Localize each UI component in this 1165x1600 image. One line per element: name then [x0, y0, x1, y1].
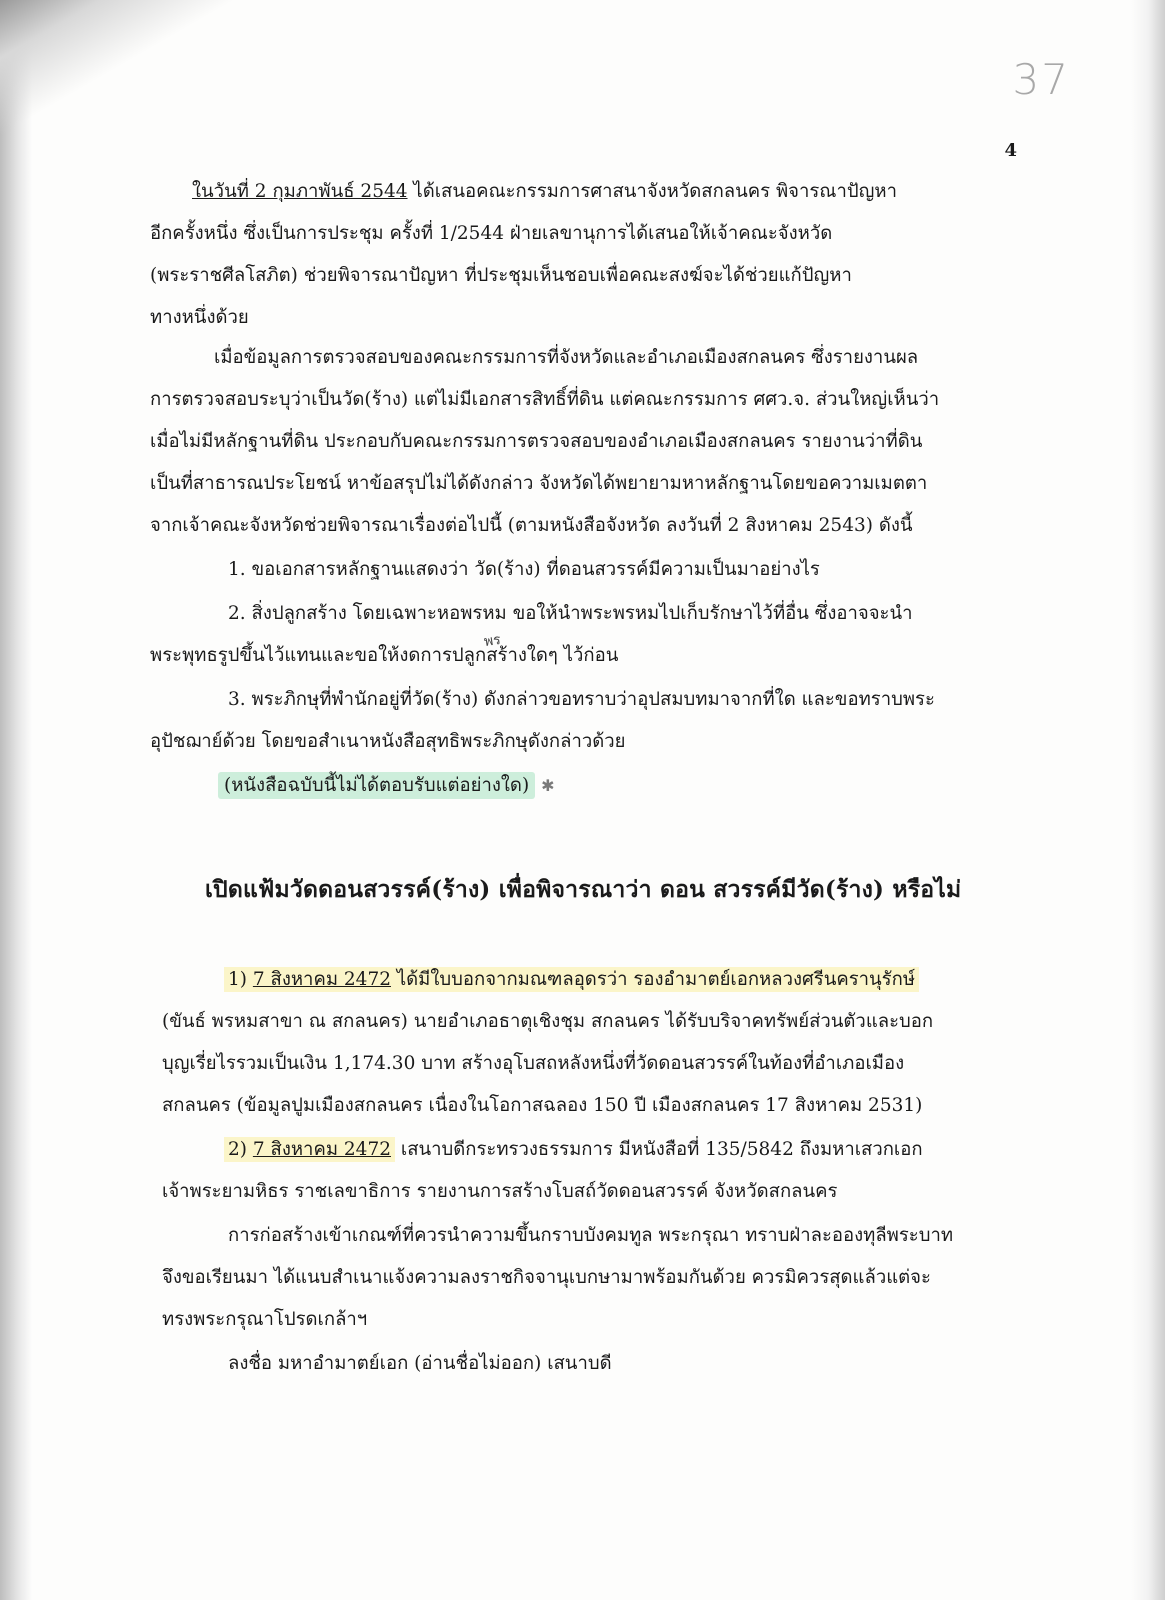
entry2-line2: เจ้าพระยามหิธร ราชเลขาธิการ รายงานการสร้างโบสถ์วัดดอนสวรรค์ จังหวัดสกลนคร — [162, 1181, 838, 1202]
para1-line1 — [192, 178, 897, 206]
para2-line1: เมื่อข้อมูลการตรวจสอบของคณะกรรมการที่จังหวัดและอำเภอเมืองสกลนคร ซึ่งรายงานผล — [214, 347, 919, 368]
entry1-line1-text: ได้มีใบบอกจากมณฑลอุดรว่า รองอำมาตย์เอกหลวงศรีนครานุรักษ์ — [390, 969, 916, 990]
entry1-line2: (ขันธ์ พรหมสาขา ณ สกลนคร) นายอำเภอธาตุเชิงชุม สกลนคร ได้รับบริจาคทรัพย์ส่วนตัวและบอก — [162, 1011, 934, 1032]
para1-date: ในวันที่ 2 กุมภาพันธ์ 2544 — [192, 181, 408, 202]
entry1-number: 1) — [228, 969, 247, 990]
entry2-line4: จึงขอเรียนมา ได้แนบสำเนาแจ้งความลงราชกิจจานุเบกษามาพร้อมกันด้วย ควรมิควรสุดแล้วแต่จะ — [162, 1267, 931, 1288]
star-mark-icon: ✱ — [541, 776, 555, 795]
entry2-highlight — [224, 1137, 395, 1162]
entry2-signature: ลงชื่อ มหาอำมาตย์เอก (อ่านชื่อไม่ออก) เสนาบดี — [228, 1353, 612, 1374]
para1-line3: (พระราชศีลโสภิต) ช่วยพิจารณาปัญหา ที่ประชุมเห็นชอบเพื่อคณะสงฆ์จะได้ช่วยแก้ปัญหา — [150, 265, 852, 286]
entry2-line3: การก่อสร้างเข้าเกณฑ์ที่ควรนำความขึ้นกราบบังคมทูล พระกรุณา ทราบฝ่าละอองทุลีพระบาท — [228, 1225, 954, 1246]
para1-line2: อีกครั้งหนึ่ง ซึ่งเป็นการประชุม ครั้งที่ 1/2544 ฝ่ายเลขานุการได้เสนอให้เจ้าคณะจังหวัด — [150, 223, 833, 244]
list-item-2-line1: 2. สิ่งปลูกสร้าง โดยเฉพาะหอพรหม ขอให้นำพระพรหมไปเก็บรักษาไว้ที่อื่น ซึ่งอาจจะนำ — [228, 603, 913, 624]
page-number: 4 — [1004, 140, 1017, 161]
para2-line5: จากเจ้าคณะจังหวัดช่วยพิจารณาเรื่องต่อไปนี้ (ตามหนังสือจังหวัด ลงวันที่ 2 สิงหาคม 2543) ดังนี้ — [150, 515, 913, 536]
list-item-2-line2: พระพุทธรูปขึ้นไว้แทนและขอให้งดการปลูกสร้างใดๆ ไว้ก่อน — [150, 645, 619, 666]
entry1-highlight — [224, 967, 919, 992]
para2-line2: การตรวจสอบระบุว่าเป็นวัด(ร้าง) แต่ไม่มีเอกสารสิทธิ์ที่ดิน แต่คณะกรรมการ ศศว.จ. ส่วนใหญ่เห็นว่า — [150, 389, 940, 410]
entry1-line1 — [224, 966, 919, 994]
entry1-line4: สกลนคร (ข้อมูลปูมเมืองสกลนคร เนื่องในโอกาสฉลอง 150 ปี เมืองสกลนคร 17 สิงหาคม 2531) — [162, 1095, 923, 1116]
entry2-number: 2) — [228, 1139, 247, 1160]
entry2-line1 — [224, 1136, 923, 1164]
entry2-line1-text: เสนาบดีกระทรวงธรรมการ มีหนังสือที่ 135/5842 ถึงมหาเสวกเอก — [394, 1139, 923, 1160]
para1-line4: ทางหนึ่งด้วย — [150, 307, 249, 328]
list-note — [218, 772, 555, 800]
para2-line3: เมื่อไม่มีหลักฐานที่ดิน ประกอบกับคณะกรรมการตรวจสอบของอำเภอเมืองสกลนคร รายงานว่าที่ดิน — [150, 431, 923, 452]
list-item-1: 1. ขอเอกสารหลักฐานแสดงว่า วัด(ร้าง) ที่ดอนสวรรค์มีความเป็นมาอย่างไร — [228, 559, 820, 580]
scan-shadow-left — [0, 0, 32, 1600]
entry2-line5: ทรงพระกรุณาโปรดเกล้าฯ — [162, 1309, 368, 1330]
entry1-date: 7 สิงหาคม 2472 — [252, 969, 391, 990]
scan-shadow-right — [1131, 0, 1165, 1600]
para1-line1-text: ได้เสนอคณะกรรมการศาสนาจังหวัดสกลนคร พิจารณาปัญหา — [407, 181, 897, 202]
handwritten-page-number: 37 — [1012, 55, 1070, 104]
list-item-3-line2: อุปัชฌาย์ด้วย โดยขอสำเนาหนังสือสุทธิพระภิกษุดังกล่าวด้วย — [150, 731, 626, 752]
section-heading: เปิดแฟ้มวัดดอนสวรรค์(ร้าง) เพื่อพิจารณาว่า ดอน สวรรค์มีวัด(ร้าง) หรือไม่ — [205, 876, 962, 903]
note-highlight: (หนังสือฉบับนี้ไม่ได้ตอบรับแต่อย่างใด) — [218, 772, 535, 799]
scan-shadow-corner — [0, 0, 300, 150]
entry1-line3: บุญเรี่ยไรรวมเป็นเงิน 1,174.30 บาท สร้างอุโบสถหลังหนึ่งที่วัดดอนสวรรค์ในท้องที่อำเภอเมือง — [162, 1053, 905, 1074]
para2-line4: เป็นที่สาธารณประโยชน์ หาข้อสรุปไม่ได้ดังกล่าว จังหวัดได้พยายามหาหลักฐานโดยขอความเมตตา — [150, 473, 928, 494]
entry2-date: 7 สิงหาคม 2472 — [252, 1139, 391, 1160]
handwritten-insertion: พร — [482, 631, 502, 651]
list-item-3-line1: 3. พระภิกษุที่พำนักอยู่ที่วัด(ร้าง) ดังกล่าวขอทราบว่าอุปสมบทมาจากที่ใด และขอทราบพระ — [228, 689, 935, 710]
